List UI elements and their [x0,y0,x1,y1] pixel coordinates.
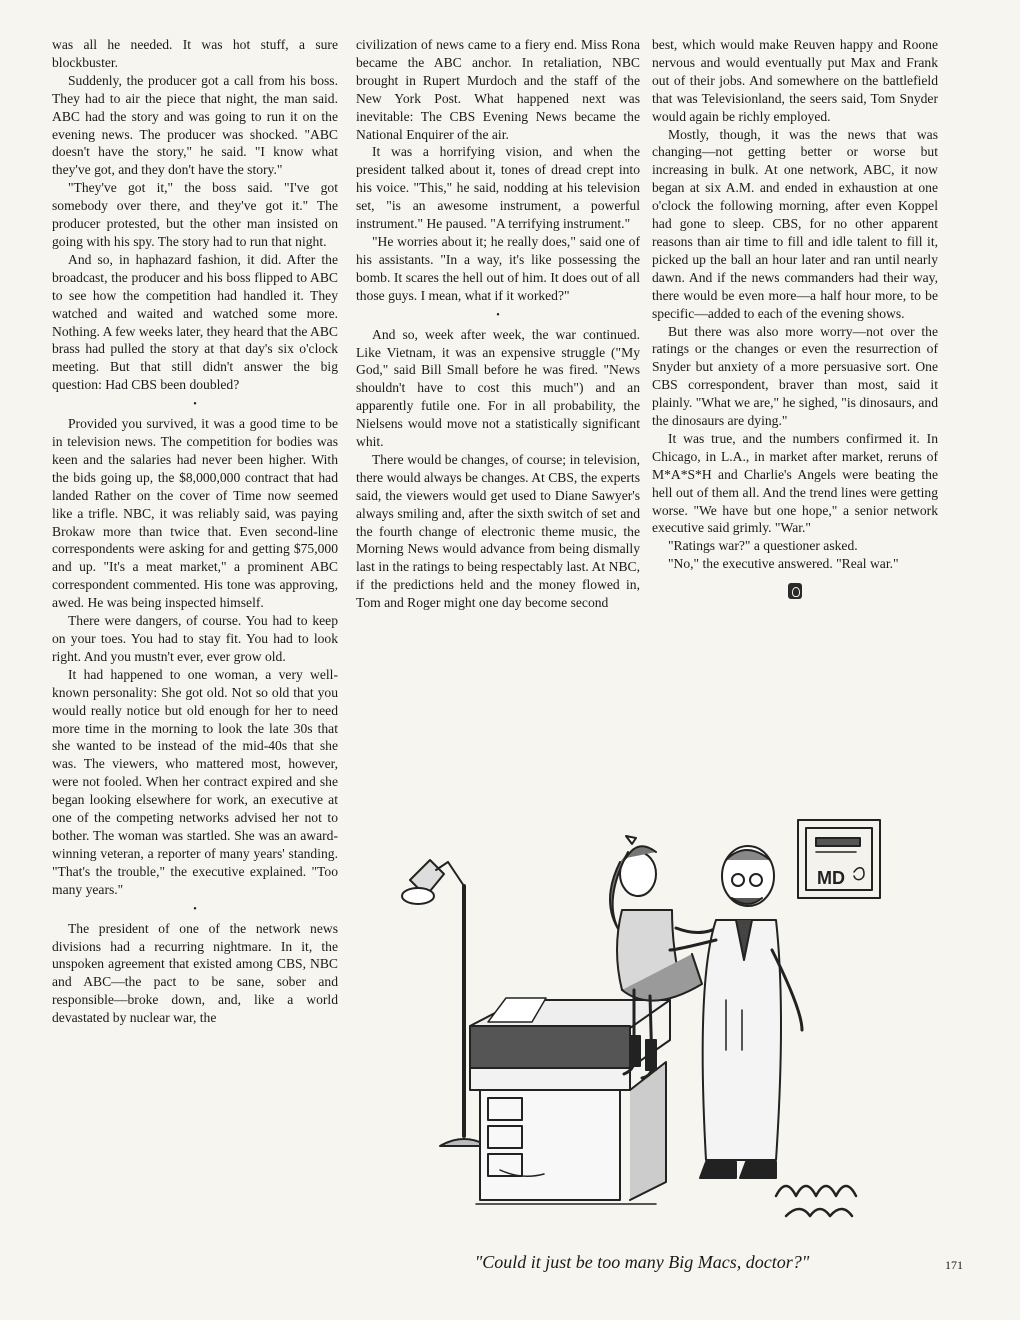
article-paragraph: "Ratings war?" a questioner asked. [668,538,858,554]
article-paragraph: Mostly, though, it was the news that was changing—not getting better or worse but increasing in bulk. At one network, ABC, it now began at six A.M. and ended in exhaustion at one o'clock the following morning, after even Koppel had gone to sleep. CBS, for no other apparent reasons than air time to fill and idle talent to fill it, picked up the ball an hour later and ran until nearly dawn. And if the news commanders had their way, there would be even more—a half hour more, to be specific—added to each of the evening shows. [652,126,938,321]
diploma-text: MD [817,868,845,888]
section-break-bullet: • [193,903,197,915]
article-paragraph: There were dangers, of course. You had to keep on your toes. You had to stay fit. You had to look right. And you mustn't ever, ever grow old. [52,613,338,664]
cartoon-caption: "Could it just be too many Big Macs, doctor?" [474,1252,810,1272]
article-paragraph: "He worries about it; he really does," said one of his assistants. "In a way, it's like possessing the bomb. It scares the hell out of him. It does out of all those guys. I mean, what if it worked?" [356,233,640,303]
article-paragraph: It had happened to one woman, a very well-known personality: She got old. Not so old that you would really notice but old enough for her to need more time in the morning to look the late 30s that she wanted to be instead of the mid-40s that she was. The viewers, who mattered most, however, were not fooled. When her contract expired and she began looking elsewhere for work, an executive at one of the competing networks advised her not to bother. The woman was startled. She was an award-winning veteran, a reporter of many years' standing. "That's the trouble," the executive explained. "Too many years." [52,666,338,897]
article-paragraph: "They've got it," the boss said. "I've got somebody over there, and they've got it." The producer protested, but the other man insisted on going with his spy. The story had to run that night. [52,180,338,249]
article-paragraph: "No," the executive answered. "Real war." [668,556,899,572]
article-paragraph: But there was also more worry—not over the ratings or the changes or even the resurrection of Snyder but anxiety of a more persuasive sort. One CBS correspondent, braver than most, said it plainly. "What we are," he sighed, "is dinosaurs, and the dinosaurs are dying." [652,323,938,429]
section-break-bullet: • [496,309,500,321]
article-paragraph: civilization of news came to a fiery end. Miss Rona became the ABC anchor. In retaliation, NBC brought in Rupert Murdoch and the staff of the New York Post. What happened next was inevitable: The CBS Evening News became the National Enquirer of the air. [356,37,640,142]
article-paragraph: And so, week after week, the war continued. Like Vietnam, it was an expensive struggle ("My God," said Bill Small before he was fired. "News shouldn't have to cost this much") and an apparently futile one. For in all probability, the Nielsens would move not a statistically significant whit. [356,326,640,450]
article-column-2 [356,36,640,612]
article-paragraph: It was true, and the numbers confirmed it. In Chicago, in L.A., in market after market, reruns of M*A*S*H and Charlie's Angels were beating the hell out of them all. And the trend lines were getting worse. "We have but one hope," a senior network executive said grimly. "War." [652,430,938,536]
article-paragraph: Provided you survived, it was a good time to be in television news. The competition for bodies was keen and the salaries had never been higher. With the bids going up, the $8,000,000 contract that had landed Rather on the cover of Time now seemed like a trifle. NBC, it was reliably said, was paying Brokaw more than twice that. Even second-line correspondents were asking for and getting $75,000 and up. "It's a meat market," a prominent ABC correspondent commented. His tone was approving, awed. He was being inspected himself. [52,416,338,611]
page-number: 171 [945,1258,963,1272]
exam-table [470,998,670,1204]
diploma-frame [798,820,880,898]
article-paragraph: best, which would make Reuven happy and Roone nervous and would eventually put Max and Frank out of their jobs. And somewhere on the battlefield that was Televisionland, the seers said, Tom Snyder would again be richly employed. [652,37,938,124]
doctor-figure [670,846,802,1178]
article-paragraph: It was a horrifying vision, and when the president talked about it, tones of dread crept into his voice. "This," he said, nodding at his television set, "is an awesome instrument, a powerful instrument." He paused. "A terrifying instrument." [356,144,640,232]
section-break-bullet: • [193,399,197,411]
article-paragraph: There would be changes, of course; in television, there would always be changes. At CBS, the experts said, the viewers would get used to Diane Sawyer's always smiling and, after the sixth switch of set and the fourth change of electronic theme music, the Morning News would advance from being dismally last in the ratings to being respectably last. At NBC, if the predictions held and the money flowed in, Tom and Roger might one day become second [356,451,640,611]
article-column-1 [52,36,338,1027]
article-column-3 [652,36,938,599]
article-paragraph: was all he needed. It was hot stuff, a sure blockbuster. [52,37,338,70]
exam-lamp [402,860,488,1146]
end-of-article-icon [788,583,802,599]
article-paragraph: And so, in haphazard fashion, it did. After the broadcast, the producer and his boss flipped to ABC to see how the competition had handled it. They watched and waited and watched some more. Nothing. A few weeks later, they heard that the ABC brass had pulled the story at that day's six o'clock meeting. But that still didn't answer the big question: Had CBS been doubled? [52,251,338,393]
article-paragraph: The president of one of the network news divisions had a recurring nightmare. In it, the unspoken agreement that existed among CBS, NBC and ABC—the pact to be sane, sober and responsible—broke down, and, like a world devastated by nuclear war, the [52,920,338,1026]
article-paragraph: Suddenly, the producer got a call from his boss. They had to air the piece that night, the man said. ABC had the story and was going to run it on the evening news. The producer was shocked. "ABC doesn't have the story," he said. "I know what they've got, and they don't have the story." [52,72,338,178]
cartoon-illustration [376,800,906,1232]
